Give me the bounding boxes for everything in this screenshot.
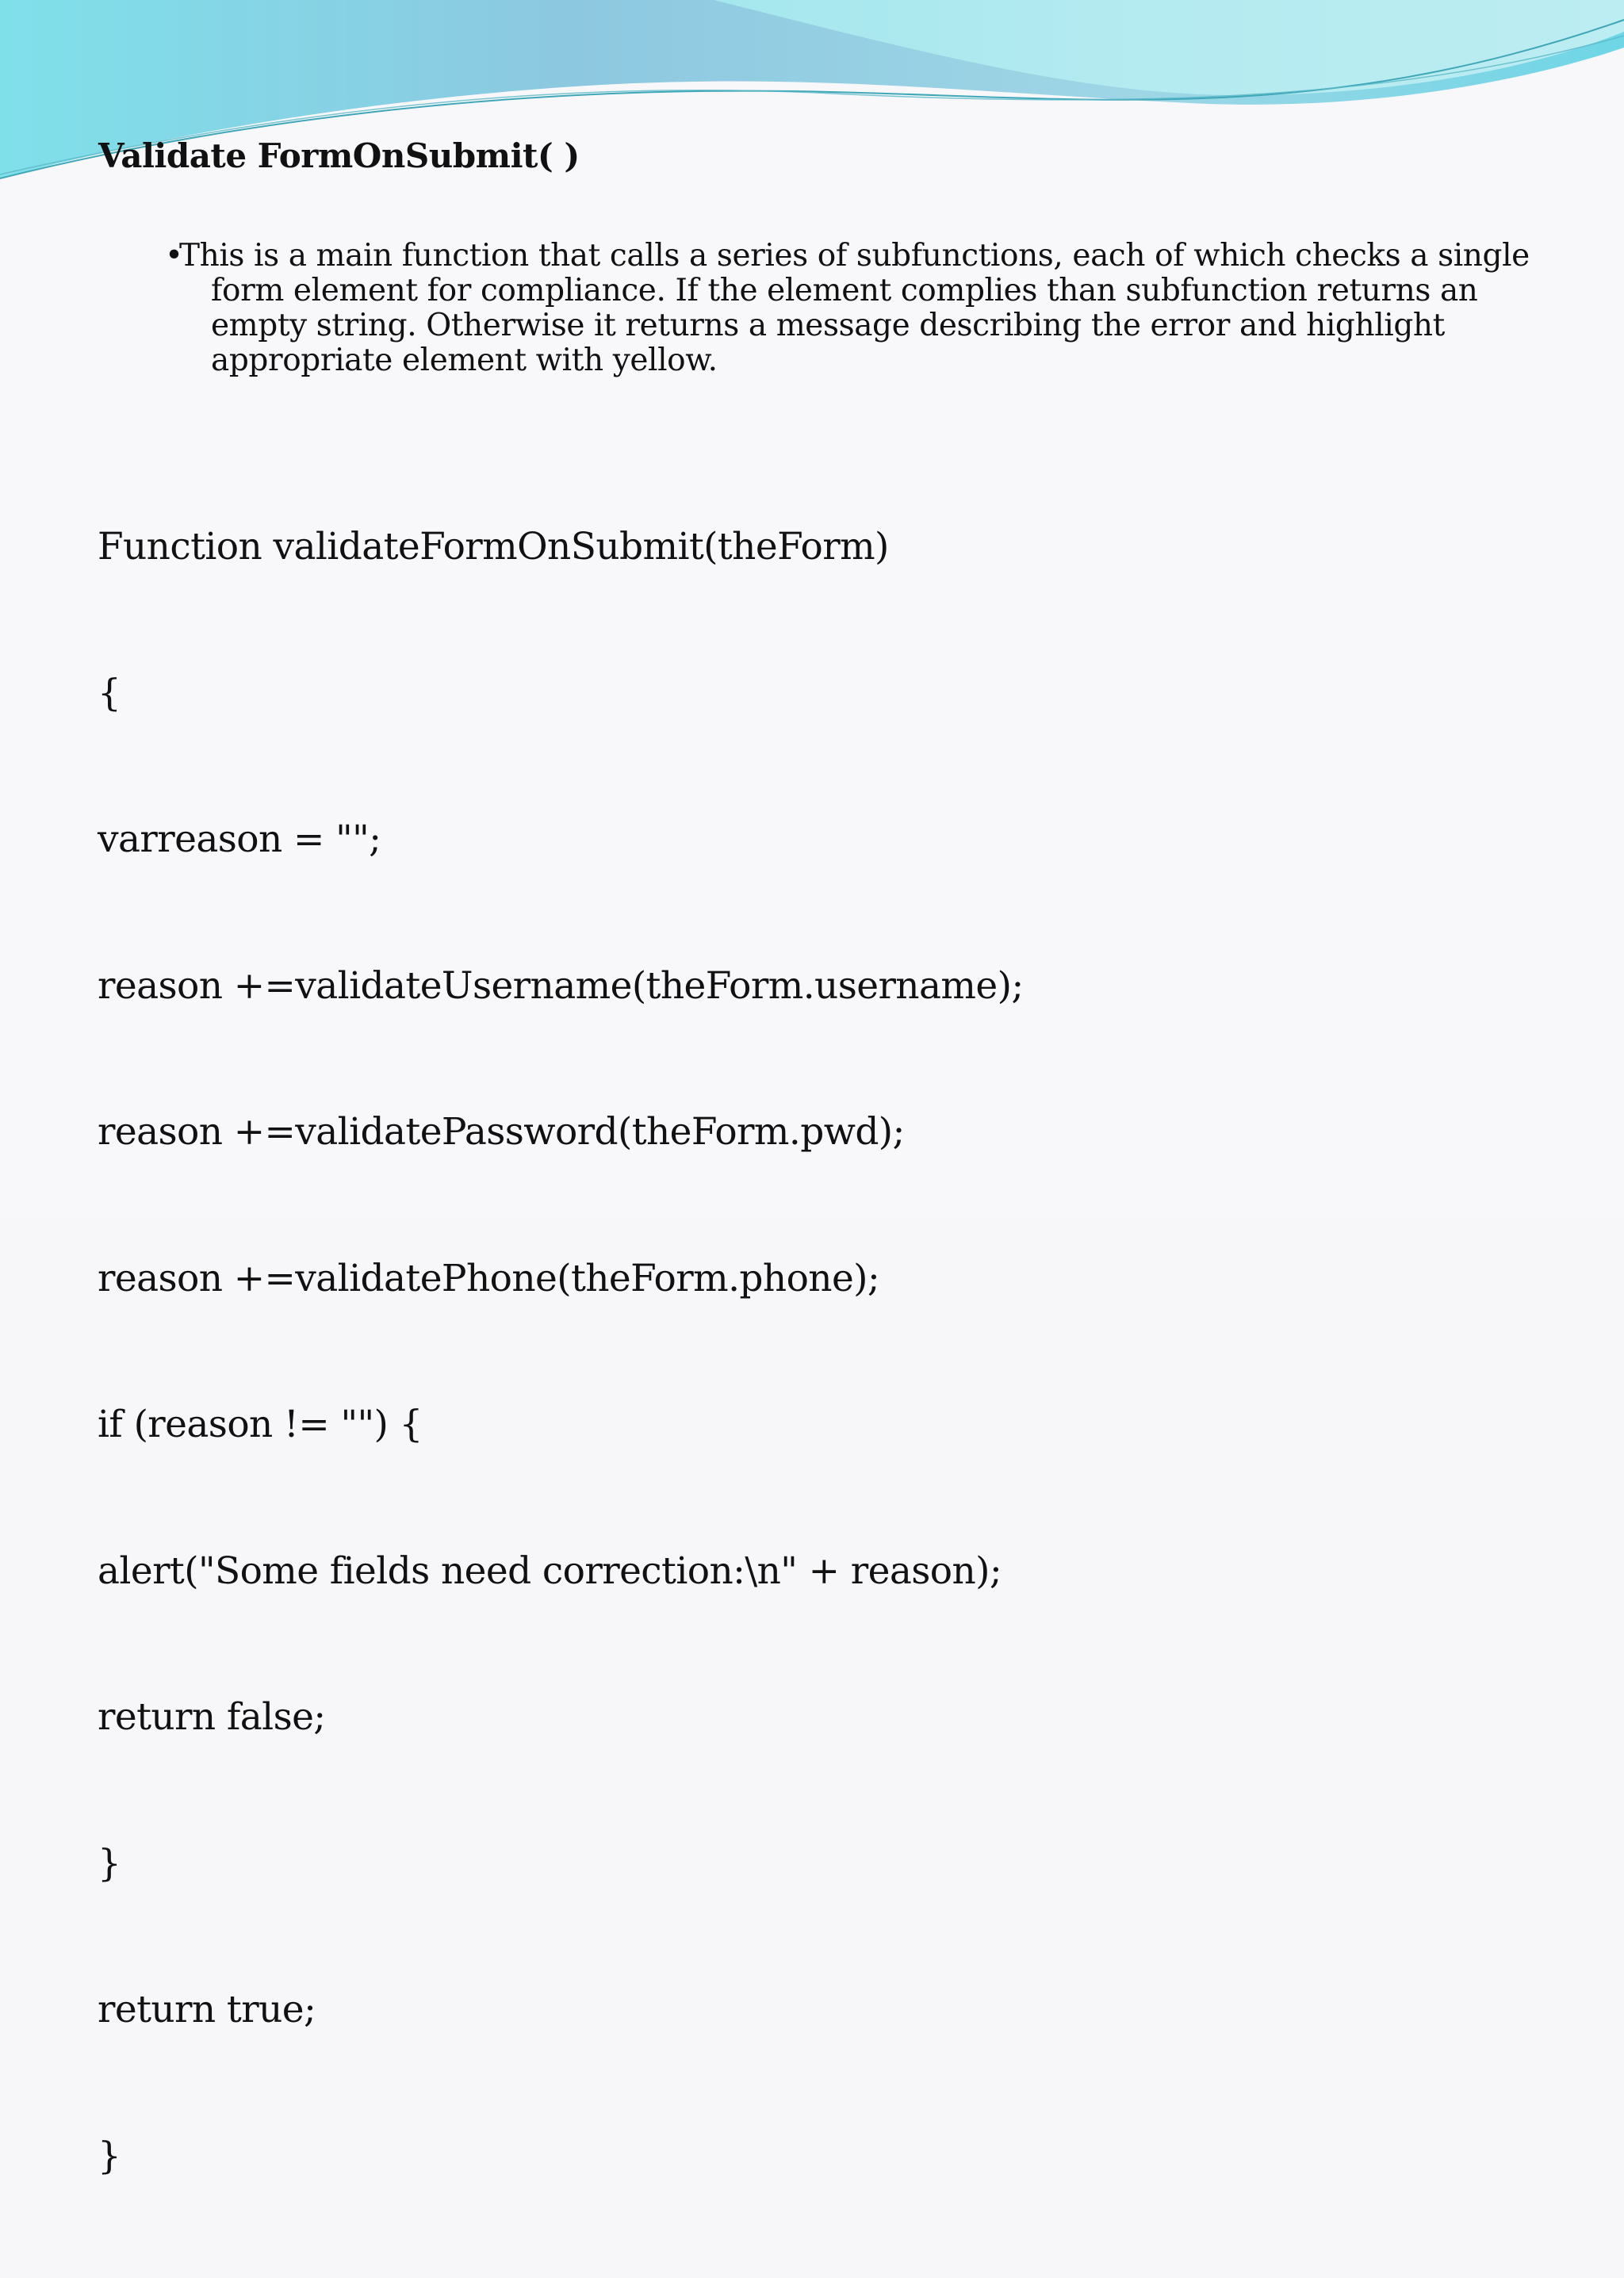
code-line: reason +=validatePassword(theForm.pwd); [98, 1110, 905, 1154]
code-line: varreason = ""; [98, 817, 381, 861]
code-line: if (reason != "") { [98, 1403, 423, 1446]
code-line: alert("Some fields need correction:\n" + reason); [98, 1549, 1002, 1593]
code-line: } [98, 2134, 121, 2178]
description-bullet [165, 239, 1583, 378]
code-line: reason +=validateUsername(theForm.username); [98, 963, 1024, 1008]
code-line: Function validateFormOnSubmit(theForm) [98, 525, 889, 569]
code-line: return false; [98, 1695, 326, 1739]
bullet-text: This is a main function that calls a series of subfunctions, each of which checks a single form element for compliance. If the element complies than subfunction returns an empty string. Otherwise it returns a message describing the error and highlight appropriate element with yellow. [179, 238, 1530, 378]
code-line: } [98, 1841, 121, 1886]
code-line: return true; [98, 1988, 316, 2031]
bullet-marker: • [165, 238, 183, 274]
code-line: reason +=validatePhone(theForm.phone); [98, 1256, 880, 1300]
code-block [98, 425, 1024, 2278]
code-line: { [98, 671, 121, 715]
slide-title: Validate FormOnSubmit( ) [98, 136, 580, 175]
